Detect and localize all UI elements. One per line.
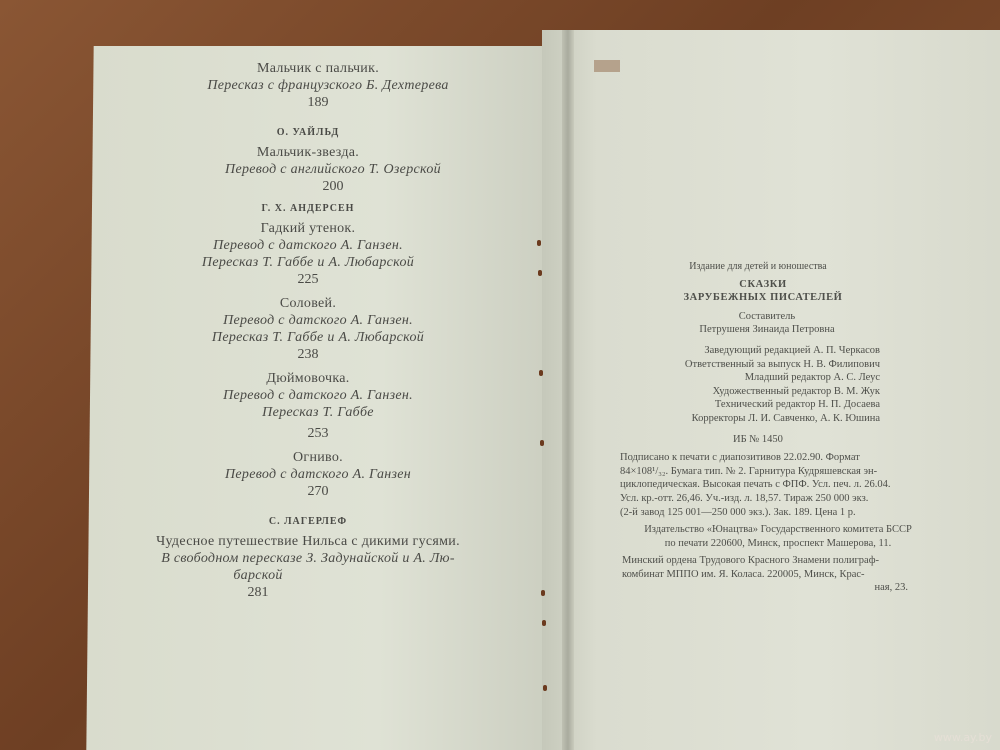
publisher-line: Издательство «Юнацтва» Государственного комитета БССР [644, 524, 912, 536]
toc-entry-title: Мальчик с пальчик. [256, 61, 379, 76]
print-line: Подписано к печати с диапозитивов 22.02.90. Формат [620, 452, 860, 464]
watermark: www.ay.by [933, 731, 992, 744]
print-line: Усл. кр.-отт. 26,46. Уч.-изд. л. 18,57. Тираж 250 000 экз. [620, 492, 869, 504]
toc-entry-title: Гадкий утенок. [260, 221, 356, 236]
compiler-label: Составитель [738, 310, 796, 322]
toc-entry-translator: Пересказ Т. Габбе и А. Любарской [211, 330, 425, 345]
stitch [542, 620, 546, 626]
printer-line: ная, 23. [874, 582, 908, 594]
table-of-contents [0, 60, 616, 601]
printer-line: Минский ордена Трудового Красного Знамени полиграф- [622, 555, 880, 567]
toc-entry-page: 189 [307, 95, 329, 110]
credit-line: Корректоры Л. И. Савченко, А. К. Юшина [691, 412, 880, 424]
toc-entry-page: 200 [322, 179, 344, 194]
toc-author: Г. Х. АНДЕРСЕН [261, 203, 355, 214]
toc-entry-title: Дюймовочка. [266, 371, 350, 386]
print-line: 84×108¹/₃₂. Бумага тип. № 2. Гарнитура Кудряшевская эн- [620, 465, 878, 477]
toc-entry-translator: В свободном пересказе З. Задунайской и А. Лю- [161, 551, 455, 566]
toc-entry-page: 225 [297, 272, 319, 287]
toc-entry-title: Чудесное путешествие Нильса с дикими гусями. [156, 534, 460, 549]
toc-entry-page: 281 [247, 585, 269, 600]
stitch [543, 685, 547, 691]
publisher [578, 523, 938, 550]
credit-line: Художественный редактор В. М. Жук [712, 385, 880, 397]
toc-entry-translator: Перевод с датского А. Ганзен. [223, 388, 413, 403]
toc-entry-translator: Пересказ Т. Габбе [262, 405, 374, 420]
toc-entry-title: Соловей. [279, 296, 337, 311]
toc-entry-page: 253 [307, 426, 329, 441]
toc-entry-page: 270 [307, 484, 329, 499]
print-line: (2-й завод 125 001—250 000 экз.). Зак. 189. Цена 1 р. [620, 506, 856, 518]
toc-entry-title: Мальчик-звезда. [256, 145, 360, 160]
toc-entry-translator: Перевод с английского Т. Озерской [225, 162, 441, 177]
toc-author: С. ЛАГЕРЛЕФ [268, 516, 348, 527]
credit-line: Ответственный за выпуск Н. В. Филипович [684, 358, 880, 370]
credit-line: Технический редактор Н. П. Досаева [714, 399, 880, 411]
print-line: циклопедическая. Высокая печать с ФПФ. Усл. печ. л. 26.04. [620, 479, 891, 491]
toc-entry-translator: Перевод с датского А. Ганзен [224, 467, 412, 482]
toc-entry-translator: Пересказ Т. Габбе и А. Любарской [201, 255, 415, 270]
printer [578, 554, 938, 595]
toc-entry-translator: Перевод с датского А. Ганзен. [213, 238, 403, 253]
imprint [578, 260, 938, 595]
print-details [578, 451, 938, 519]
toc-entry-translator: барской [233, 568, 283, 583]
credit-line: Заведующий редакцией А. П. Черкасов [704, 344, 880, 356]
toc-entry-title: Огниво. [293, 450, 343, 465]
printer-line: комбинат МППО им. Я. Коласа. 220005, Минск, Крас- [622, 568, 865, 580]
edition-note: Издание для детей и юношества [689, 261, 827, 272]
credits [578, 344, 938, 426]
toc-entry-translator: Перевод с датского А. Ганзен. [223, 313, 413, 328]
publisher-line: по печати 220600, Минск, проспект Машерова, 11. [664, 537, 892, 549]
credit-line: Младший редактор А. С. Леус [744, 372, 880, 384]
book-title: ЗАРУБЕЖНЫХ ПИСАТЕЛЕЙ [683, 292, 843, 304]
compiler-name: Петрушеня Зинаида Петровна [699, 324, 835, 336]
toc-entry-page: 238 [297, 347, 319, 362]
toc-author: О. УАЙЛЬД [276, 127, 340, 138]
toc-entry-translator: Пересказ с французского Б. Дехтерева [207, 78, 449, 93]
book-title: СКАЗКИ [739, 278, 787, 290]
ib-number: ИБ № 1450 [733, 433, 783, 445]
